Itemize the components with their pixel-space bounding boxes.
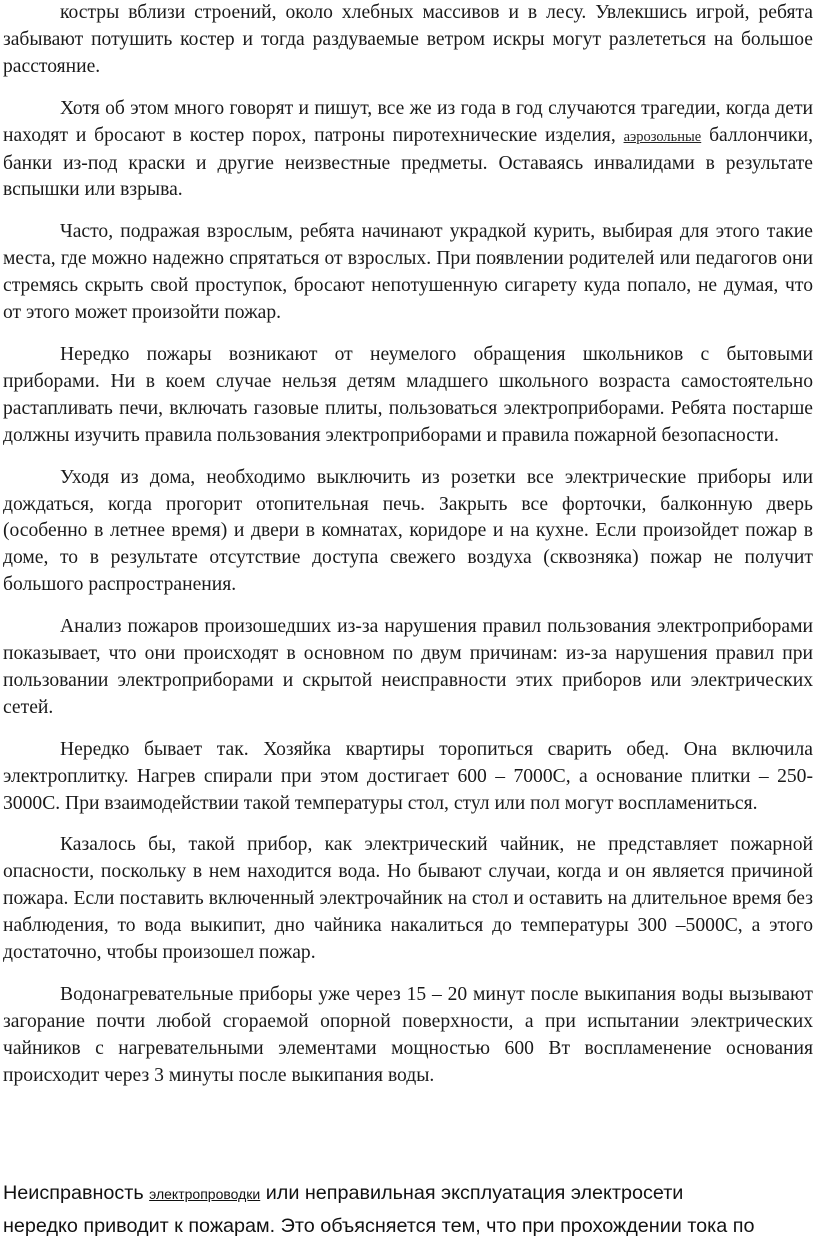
footer-line-2: нередко приводит к пожарам. Это объясняется тем, что при прохождении тока по bbox=[3, 1215, 755, 1237]
paragraph-6: Анализ пожаров произошедших из-за нарушения правил пользования электроприборами показывает, что они происходят в основном по двум причинам: из-за нарушения правил при пользовании электроприборами и скрытой неисправности этих приборов или электрических сетей. bbox=[3, 616, 813, 718]
paragraph-2-text-before: Хотя об этом много говорят и пишут, все же из года в год случаются трагедии, когда дети находят и бросают в костер порох, патроны пиротехнические изделия, bbox=[3, 97, 813, 146]
wiring-link[interactable]: электропроводки bbox=[149, 1186, 261, 1202]
footer-line-1-after: или неправильная эксплуатация электросети bbox=[260, 1182, 684, 1204]
paragraph-2-text-after: баллончики, банки из-под краски и другие неизвестные предметы. Оставаясь инвалидами в результате вспышки или взрыва. bbox=[3, 124, 813, 201]
footer-line-1 bbox=[3, 1177, 815, 1210]
body-text bbox=[3, 0, 813, 1105]
paragraph-4: Нередко пожары возникают от неумелого обращения школьников с бытовыми приборами. Ни в коем случае нельзя детям младшего школьного возраста самостоятельно растапливать печи, включать газовые плиты, пользоваться электроприборами. Ребята постарше должны изучить правила пользования электроприборами и правила пожарной безопасности. bbox=[3, 343, 813, 446]
paragraph-8: Казалось бы, такой прибор, как электрический чайник, не представляет пожарной опасности, поскольку в нем находится вода. Но бывают случаи, когда и он является причиной пожара. Если поставить включенный электрочайник на стол и оставить на длительное время без наблюдения, то вода выкипит, дно чайника накалиться до температуры 300 –5000С, а этого достаточно, чтобы произошел пожар. bbox=[3, 834, 813, 964]
paragraph-2 bbox=[3, 96, 813, 205]
paragraph-5: Уходя из дома, необходимо выключить из розетки все электрические приборы или дождаться, когда прогорит отопительная печь. Закрыть все форточки, балконную дверь (особенно в летнее время) и двери в комнатах, коридоре и на кухне. Если произойдет пожар в доме, то в результате отсутствие доступа свежего воздуха (сквозняка) пожар не получит большого распространения. bbox=[3, 466, 813, 596]
paragraph-7: Нередко бывает так. Хозяйка квартиры торопиться сварить обед. Она включила электроплитку. Нагрев спирали при этом достигает 600 – 7000С, а основание плитки – 250- 3000С. При взаимодействии такой температуры стол, стул или пол могут воспламениться. bbox=[3, 738, 813, 814]
footer-text bbox=[3, 1177, 815, 1241]
aerosol-link[interactable]: аэрозольные bbox=[623, 128, 702, 145]
footer-line-1-before: Неисправность bbox=[3, 1182, 150, 1204]
paragraph-1: костры вблизи строений, около хлебных массивов и в лесу. Увлекшись игрой, ребята забывают потушить костер и тогда раздуваемые ветром искры могут разлететься на большое расстояние. bbox=[3, 2, 813, 77]
paragraph-3: Часто, подражая взрослым, ребята начинают украдкой курить, выбирая для этого такие места, где можно надежно спрятаться от взрослых. При появлении родителей или педагогов они стремясь скрыть свой проступок, бросают непотушенную сигарету куда попало, не думая, что от этого может произойти пожар. bbox=[3, 221, 813, 324]
paragraph-9: Водонагревательные приборы уже через 15 – 20 минут после выкипания воды вызывают загорание почти любой сгораемой опорной поверхности, а при испытании электрических чайников с нагревательными элементами мощностью 600 Вт воспламенение основания происходит через 3 минуты после выкипания воды. bbox=[3, 984, 813, 1086]
